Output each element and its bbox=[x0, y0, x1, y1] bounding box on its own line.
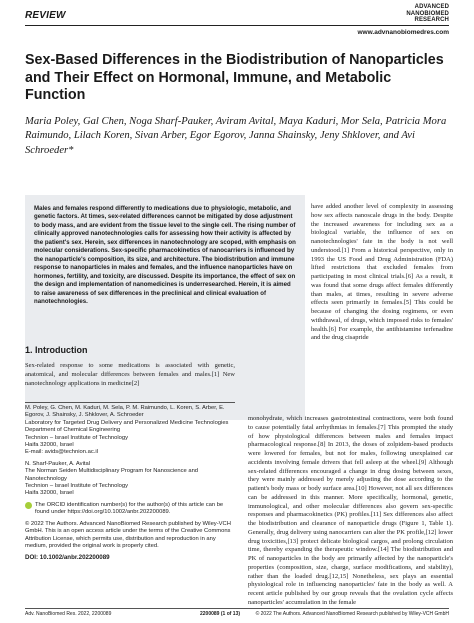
affiliation-rule bbox=[25, 402, 235, 403]
section-label: REVIEW bbox=[25, 10, 66, 21]
introduction-heading: 1. Introduction bbox=[25, 345, 88, 355]
introduction-text: Sex-related response to some medications is associated with genetic, anatomical, and molecular differences between females and males.[1] New nanotechnology applications in medicine[2] bbox=[25, 362, 235, 387]
contact-email[interactable]: E-mail: avids@technion.ac.il bbox=[25, 449, 98, 456]
author-list: Maria Poley, Gal Chen, Noga Sharf-Pauker, Aviram Avital, Maya Kaduri, Mor Sela, Patricia Mora Raimundo, Lilach Koren, Sivan Arber, Egor Egorov, Janna Shainsky, Jeny Shklover, and Avi Schroeder* bbox=[25, 116, 447, 156]
right-column-full bbox=[248, 415, 453, 608]
footer-citation: Adv. NanoBiomed Res. 2022, 2200089 bbox=[25, 611, 112, 617]
footer-copyright: © 2022 The Authors. Advanced NanoBiomed Research published by Wiley-VCH GmbH bbox=[255, 611, 449, 617]
header-rule bbox=[25, 25, 449, 26]
license-note: © 2022 The Authors. Advanced NanoBiomed Research published by Wiley-VCH GmbH. This is an open access article under the terms of the Creative Commons Attribution License, which permits use, distribution and reproduction in any medium, provided the original work is properly cited. bbox=[25, 520, 231, 549]
affiliation-group-1: M. Poley, G. Chen, M. Kaduri, M. Sela, P. M. Raimundo, L. Koren, S. Arber, E. Egorov, J. Shainsky, J. Shklover, A. Schroeder Laboratory for Targeted Drug Delivery and Personalized Medicine Technologies Department of Chemical Engineering Technion – Israel Institute of Technology Haifa 32000, Israel E-mail: avids@technion.ac.il bbox=[25, 405, 229, 456]
right-column-top bbox=[311, 203, 453, 343]
journal-url[interactable]: www.advnanobiomedres.com bbox=[357, 29, 449, 36]
affiliation-group-2: N. Sharf-Pauker, A. Avital The Norman Seiden Multidisciplinary Program for Nanoscience and Nanotechnology Technion – Israel Institute of Technology Haifa 32000, Israel bbox=[25, 460, 199, 497]
affiliations bbox=[25, 405, 235, 562]
body-text-right-top: have added another level of complexity in assessing how sex affects nanoscale drugs in the body. Despite the increased awareness for including sex as a biological variable, the influence of sex on nanotechnologies' fate in the body is not well understood.[1] From a historical perspective, only in 1993 the US Food and Drug Administration (FDA) lifted restrictions that excluded females from participating in most clinical trials.[6] As a result, it was found that some drugs affect females differently than males, at times, resulting in severe adverse effects seen primarily in females.[5] This could be because of changing the dosing regimens, or even withdrawal, of drugs, which imposed risks to females' health.[6] For example, the antihistamine terfenadine and the drug cisapride bbox=[311, 203, 453, 342]
article-title: Sex-Based Differences in the Biodistribution of Nanoparticles and Their Effect on Hormonal, Immune, and Metabolic Function bbox=[25, 52, 444, 104]
orcid-icon bbox=[25, 502, 32, 509]
footer-page-number: 2200089 (1 of 13) bbox=[200, 611, 241, 617]
footer-rule bbox=[25, 608, 449, 609]
doi[interactable]: DOI: 10.1002/anbr.202200089 bbox=[25, 554, 110, 562]
journal-logo: ADVANCED NANOBIOMED RESEARCH bbox=[406, 4, 449, 23]
left-column bbox=[25, 362, 235, 388]
orcid-note: The ORCID identification number(s) for the author(s) of this article can be found under https://doi.org/10.1002/anbr.202200089. bbox=[25, 502, 235, 517]
body-text-right: monohydrate, which increases gastrointestinal contractions, were both found to cause potentially fatal arrhythmias in females.[7] This prompted the study of how physiological differences between males and females impact pharmacological response.[8] In 2013, the doses of zolpidem-based products were lowered for females, but not for males, following unexplained car accidents involving female drivers that fell asleep at the wheel.[9] Although sex-related differences encouraged a change in drug dosing between sexes, they were mainly addressed by merely adjusting the dose according to the patient's body mass or body surface area.[10] However, not all sex differences can be addressed in this manner. More specifically, hormonal, genetic, immunological, and other molecular differences also govern sex-specific responses and pharmacokinetics (PK) profiles.[11] Sex differences also affect the biodistribution and clearance of nanoparticle drugs (Figure 1, Table 1). Generally, drug delivery using nanocarriers can alter the PK profile,[12] lower drug toxicities,[13] protect delicate biological cargos, and prolong circulation time, thereby expanding the therapeutic window.[14] The biodistribution and PK of nanoparticles in the body are primarily affected by the nanoparticle's properties (composition, size, charge, surface modifications, and stability), rather than the loaded drug.[12,15] Nonetheless, sex plays an essential physiological role in influencing nanoparticles' fate in the body as well. A recent article published by our group reveals that the ovulation cycle affects nanoparticles' accumulation in the female bbox=[248, 415, 453, 606]
abstract-text: Males and females respond differently to medications due to physiologic, metabolic, and genetic factors. At times, sex-related differences cannot be mitigated by dose adjustment to body mass, and are evident from the tissue level to the single cell. The rising number of clinically approved nanotechnologies calls for assessing how their activity is affected by the patient's sex. Herein, sex differences in nanotechnology are scoped, with emphasis on molecular considerations. Sex-specific pharmacokinetics of nanocarriers is influenced by the nanoparticle's composition, its size, and architecture. The biodistribution and immune response to nanoparticles in males and females, and the influence nanoparticles have on hormones, fertility, and toxicity, are discussed. Despite its importance, the effect of sex on the design and implementation of nanomedicines is underresearched. Herein, it is aimed to raise awareness of sex differences in the preclinical and clinical evaluation of nanotechnologies. bbox=[34, 205, 296, 305]
